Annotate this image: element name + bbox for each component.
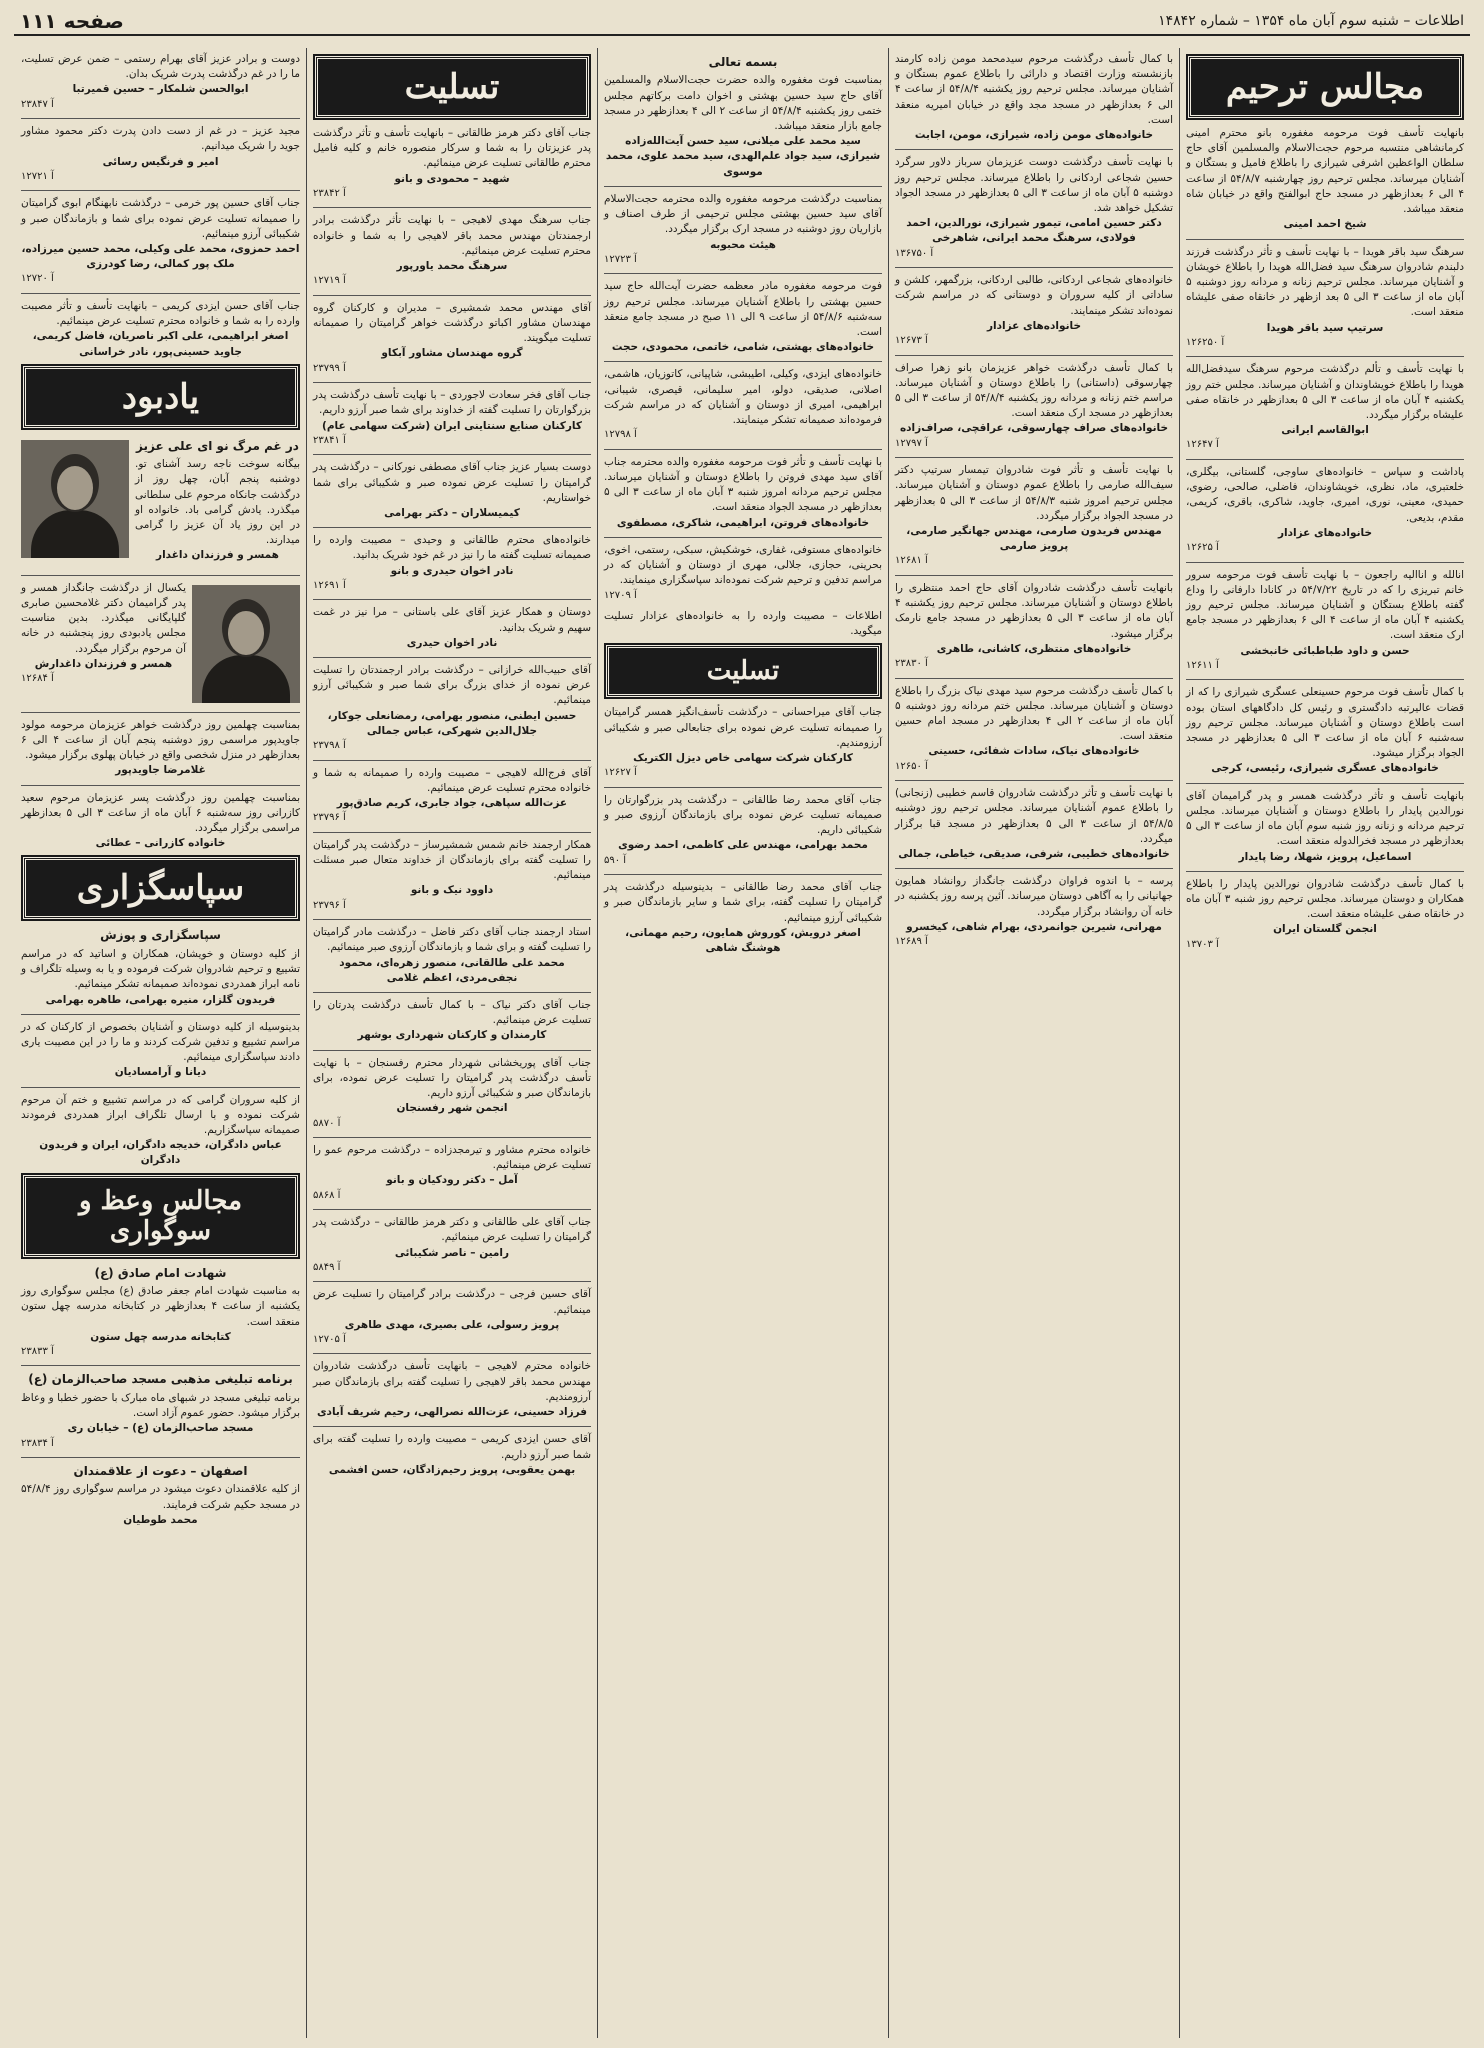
notice: دوست بسیار عزیز جناب آقای مصطفی نورکانی – درگذشت پدر گرامیتان را تسلیت عرض نموده صبر و شکیبائی برای شما خواستاریم. کیمیسلاران – دکتر بهرامی [313, 461, 591, 519]
issue-line: اطلاعات – شنبه سوم آبان ماه ۱۳۵۴ – شماره ۱۴۸۴۲ [1158, 13, 1464, 29]
notice: خانواده‌های شجاعی اردکانی، طالبی اردکانی، بزرگمهر، کلشن و ساداتی از کلیه سروران و دوستانی که در مراسم شرکت نموده‌اند تشکر مینمایند. خانواده‌های عزادار آ ۱۲۶۷۳ [895, 274, 1173, 346]
notice: بمناسبت چهلمین روز درگذشت پسر عزیزمان مرحوم سعید کازرانی روز سه‌شنبه ۶ آبان ماه از ساعت ۳ الی ۵ بعدازظهر مراسمی برگزار میگردد. خانواده کازرانی – عطائی [21, 791, 300, 850]
section-banner-majalis-tarhim: مجالس ترحیم [1188, 56, 1462, 118]
notice: بانهایت تأسف فوت مرحومه مغفوره بانو محترم امینی کرمانشاهی منتسبه مرحوم حجت‌الاسلام والمسلمین آقای حاج سلطان الواعظین اشرفی شیرازی را باطلاع فامیل و بستگان و آشنایان میرساند. مجلس ترحیم روز چهارشنبه ۵۴/۸/۷ از ساعت ۴ الی ۶ بعدازظهر در مسجد حاج ابوالفتح واقع در خیابان شاه منعقد میباشد. شیخ احمد امینی [1186, 127, 1464, 231]
notice: خانواده‌های ایزدی، وکیلی، اطیبشی، شاپیانی، کاتوزیان، هاشمی، اصلانی، صدیقی، دولو، امیر سلیمانی، قیصری، شیبانی، ابراهیمی، امیری از دوستان و آشنایان که در مراسم شرکت فرموده‌اند صمیمانه تشکر مینمایند. آ ۱۲۷۹۸ [604, 368, 882, 441]
notice: با نهایت تأسف و تأثر فوت مرحومه مغفوره والده محترمه جناب آقای سید مهدی فروتن را باطلاع دوستان و آشنایان میرساند. مجلس ترحیم مردانه امروز شنبه ۳ آبان ماه از ساعت ۳ الی ۵ بعدازظهر در مسجد الجواد منعقد است. خانواده‌های فروتن، ابراهیمی، شاکری، مصطفوی [604, 455, 883, 529]
notice: جناب آقای دکتر نیاک – با کمال تأسف درگذشت پدرتان را تسلیت عرض مینمائیم. کارمندان و کارکنان شهرداری بوشهر [313, 998, 591, 1042]
notice: با نهایت تأسف و تأثر فوت شادروان تیمسار سرتیپ دکتر سیف‌الله صارمی را باطلاع عموم دوستان و آشنایان میرساند. مجلس ترحیم امروز شنبه ۵۴/۸/۳ از ساعت ۳ الی ۵ بعدازظهر در مسجد الجواد برگزار میگردد. مهندس فریدون صارمی، مهندس جهانگیر صارمی، پرویز صارمی آ ۱۲۶۸۱ [895, 464, 1174, 567]
columns [14, 48, 1470, 2038]
notice: آقای حسن ایزدی کریمی – مصیبت وارده را تسلیت گفته برای شما صبر آرزو داریم. بهمن یعقوبی، پرویز رحیم‌زادگان، حسن افشمی [313, 1433, 591, 1476]
notice: آقای فرج‌الله لاهیجی – مصیبت وارده را صمیمانه به شما و خانواده محترم تسلیت عرض مینمائیم. عزت‌الله سپاهی، جواد جابری، کریم صادق‌پور آ ۲۳۷۹۶ [313, 766, 591, 824]
notice: سپاسگزاری و پوزش از کلیه دوستان و خویشان، همکاران و اساتید که در مراسم تشییع و ترحیم شادروان شرکت فرموده و یا به وسیله تلگراف و نامه ابراز همدردی نموده‌اند صمیمانه تشکر مینمائیم. فریدون گلزار، منیره بهرامی، طاهره بهرامی [21, 928, 300, 1006]
notice: جناب سرهنگ مهدی لاهیجی – با نهایت تأثر درگذشت برادر ارجمندتان مهندس محمد باقر لاهیجی را به شما و خانواده محترم تسلیت عرض مینمائیم. سرهنگ محمد یاورپور آ ۱۲۷۱۹ [313, 214, 591, 287]
portrait-photo [192, 585, 300, 703]
notice: خانواده محترم لاهیجی – بانهایت تأسف درگذشت شادروان مهندس محمد باقر لاهیجی را تسلیت گفته برای بازماندگان صبر آرزومندیم. فرزاد حسینی، عزت‌الله نصرالهی، رحیم شریف آبادی [313, 1360, 591, 1419]
notice: بسمه تعالی بمناسبت فوت مغفوره والده حضرت حجت‌الاسلام والمسلمین آقای حاج سید حسین بهشتی و اخوان دامت برکاتهم مجلس ختمی روز یکشنبه ۵۴/۸/۴ از ساعت ۲ الی ۴ بعدازظهر در مسجد جامع بازار منعقد میباشد. سید محمد علی میلانی، سید حسن آیت‌الله‌زاده شیرازی، سید جواد علم‌الهدی، سید محمد علوی، محمد موسوی [604, 55, 883, 178]
notice: شهادت امام صادق (ع) به مناسبت شهادت امام جعفر صادق (ع) مجلس سوگواری روز یکشنبه از ساعت ۴ بعدازظهر در کتابخانه مدرسه چهل ستون منعقد است. کتابخانه مدرسه چهل ستون آ ۲۳۸۳۳ [21, 1265, 300, 1357]
notice: فوت مرحومه مغفوره مادر معظمه حضرت آیت‌الله حاج سید حسین بهشتی را باطلاع آشنایان میرساند. مجلس ترحیم روز سه‌شنبه ۵۴/۸/۶ از ساعت ۹ الی ۱۱ صبح در مسجد جامع منعقد است. خانواده‌های بهشتی، شامی، خاتمی، محمودی، حجت [604, 280, 883, 354]
notice: آقای مهندس محمد شمشیری – مدیران و کارکنان گروه مهندسان مشاور اکباتو درگذشت خواهر گرامیتان را صمیمانه تسلیت میگویند. گروه مهندسان مشاور آبکاو آ ۲۳۷۹۹ [313, 301, 591, 374]
page-number: صفحه ۱۱۱ [20, 9, 124, 33]
notice: جناب آقای حسین پور خرمی – درگذشت نابهنگام ابوی گرامیتان را صمیمانه تسلیت عرض نموده برای شما و بازماندگان صبر و شکیبائی آرزو مینمائیم. احمد حمزوی، محمد علی وکیلی، محمد حسین میرزاده، ملک پور کمالی، رضا کودرزی آ ۱۲۷۲۰ [21, 197, 300, 285]
notice: جناب آقای علی طالقانی و دکتر هرمز طالقانی – درگذشت پدر گرامیتان را تسلیت عرض مینمائیم. رامین – ناصر شکیبائی آ ۵۸۴۹ [313, 1216, 591, 1273]
notice: از کلیه سروران گرامی که در مراسم تشییع و ختم آن مرحوم شرکت نموده و با ارسال تلگراف ابراز همدردی فرمودند صمیمانه سپاسگزاریم. عباس دادگران، خدیجه دادگران، ایران و فریدون دادگران [21, 1093, 300, 1167]
notice: با کمال تأسف درگذشت مرحوم سیدمحمد مومن زاده کارمند بازنشسته وزارت اقتصاد و دارائی را باطلاع عموم بستگان و آشنایان میرساند. مجلس ترحیم روز یکشنبه ۵۴/۸/۴ از ساعت ۴ الی ۶ بعدازظهر در مسجد مجد واقع در خیابان امیریه منعقد است. خانواده‌های مومن زاده، شیرازی، مومن، اجابت [895, 53, 1173, 142]
notice: بانهایت تأسف درگذشت شادروان آقای حاج احمد منتظری را باطلاع دوستان و آشنایان میرساند. مجلس ترحیم روز یکشنبه ۴ آبان ماه از ساعت ۳ الی ۵ بعدازظهر در مسجد جامع نارمک برگزار میشود. خانواده‌های منتظری، کاشانی، طاهری آ ۲۳۸۳۰ [895, 581, 1173, 669]
notice: دوستان و همکار عزیز آقای علی باستانی – مرا نیز در غمت سهیم و شریک بدانید. نادر اخوان حیدری [313, 606, 591, 649]
memorial-with-photo: در غم مرگ نو ای علی عزیز بیگانه سوخت ناجه رسد آشنای تو. دوشنبه پنجم آبان، چهل روز از درگذشت جانکاه مرحوم علی سلطانی میگذرد. یادش گرامی باد. خانواده او در این روز یاد آن عزیز را گرامی میدارند. همسر و فرزندان داغدار [21, 436, 300, 570]
notice: سرهنگ سید باقر هویدا – با نهایت تأسف و تأثر درگذشت فرزند دلبندم شادروان سرهنگ سید فضل‌الله هویدا را باطلاع خویشان و آشنایان میرساند. مجلس ترحیم زنانه و مردانه روز دوشنبه ۵ آبان ماه از ساعت ۳ الی ۵ بعد ازظهر در خانقاه صفی علیشاه منعقد است. سرتیپ سید باقر هویدا آ ۱۲۶۲۵۰ [1186, 245, 1464, 348]
masthead [14, 8, 1470, 36]
notice: جناب آقای پوریخشانی شهردار محترم رفسنجان – با نهایت تأسف درگذشت پدر گرامیتان را تسلیت عرض نموده، برای بازماندگان صبر و شکیبائی آرزو داریم. انجمن شهر رفسنجان آ ۵۸۷۰ [313, 1056, 591, 1129]
column-2 [888, 48, 1179, 2038]
notice: آقای حبیب‌الله خرازانی – درگذشت برادر ارجمندتان را تسلیت عرض نموده از خدای بزرگ برای شما صبر و شکیبائی آرزو مینمائیم. حسین ایطنی، منصور بهرامی، رمضانعلی جوکار، جلال‌الدین شهرکی، عباس جمالی آ ۲۳۷۹۸ [313, 663, 591, 752]
notice: خانواده‌های محترم طالقانی و وحیدی – مصیبت وارده را صمیمانه تسلیت گفته ما را نیز در غم خود شریک بدانید. نادر اخوان حیدری و بانو آ ۱۲۶۹۱ [313, 534, 591, 591]
notice: همکار ارجمند خانم شمس شمشیرساز – درگذشت پدر گرامیتان را تسلیت گفته برای بازماندگان از خداوند متعال صبر مسئلت مینمائیم. داوود نیک و بانو آ ۲۳۷۹۶ [313, 838, 591, 911]
notice: جناب آقای میراحسانی – درگذشت تأسف‌انگیز همسر گرامیتان را صمیمانه تسلیت عرض نموده برای جنابعالی صبر و شکیبائی آرزومندیم. کارکنان شرکت سهامی خاص دیزل الکتریک آ ۱۲۶۲۷ [604, 706, 882, 779]
section-banner-tasliat: تسلیت [606, 645, 880, 697]
notice: پاداشت و سپاس – خانواده‌های ساوجی، گلستانی، بیگلری، خلعتبری، ماد، نظری، خویشاوندان، فاضلی، صالحی، رضوی، حمیدی، معینی، نوری، امیری، جاوید، شاکری، باقری، کریمی، مقدم، بدیعی. خانواده‌های عزادار آ ۱۲۶۲۵ [1186, 465, 1464, 554]
memorial-with-photo: یکسال از درگذشت جانگداز همسر و پدر گرامیمان دکتر غلامحسین صابری گلپایگانی میگذرد. بدین مناسبت مجلس یادبودی روز پنجشنبه در خانه آن مرحوم برگزار میگردد. همسر و فرزندان داغدارش آ ۱۲۶۸۴ [21, 581, 300, 707]
notice: دوست و برادر عزیز آقای بهرام رستمی – ضمن عرض تسلیت، ما را در غم درگذشت پدرت شریک بدان. ابوالحسن شلمکار – حسین قمیرتبا آ ۲۳۸۴۷ [21, 53, 300, 110]
notice: با کمال تأسف درگذشت خواهر عزیزمان بانو زهرا صراف چهارسوقی (داستانی) را باطلاع دوستان و آشنایان میرساند. مراسم ختم زنانه و مردانه روز یکشنبه ۵۴/۸/۴ از ساعت ۳ الی ۵ بعدازظهر در مسجد ارک منعقد است. خانواده‌های صراف چهارسوقی، عراقچی، صراف‌زاده آ ۱۲۷۹۷ [895, 361, 1174, 449]
column-1 [1179, 48, 1470, 2038]
section-banner-yadbood: یادبود [23, 366, 298, 428]
column-4 [306, 48, 597, 2038]
notice: جناب آقای محمد رضا طالقانی – درگذشت پدر بزرگوارتان را صمیمانه تسلیت عرض نموده برای بازماندگان آرزوی صبر و شکیبائی داریم. محمد بهرامی، مهندس علی کاظمی، احمد رضوی آ ۵۹۰ [604, 793, 882, 866]
notice: با نهایت تأسف و تألم درگذشت مرحوم سرهنگ سیدفضل‌الله هویدا را باطلاع خویشاوندان و آشنایان میرساند. مجلس ختم روز یکشنبه ۴ آبان ماه از ساعت ۳ الی ۵ بعدازظهر در خانقاه صفی علیشاه برگزار میگردد. ابوالقاسم ایرانی آ ۱۲۶۴۷ [1186, 363, 1464, 451]
notice: با نهایت تأسف و تأثر درگذشت شادروان قاسم خطیبی (زنجانی) را باطلاع عموم آشنایان میرساند. مجلس ترحیم روز دوشنبه ۵۴/۸/۵ از ساعت ۳ الی ۵ بعدازظهر در مسجد قبا برگزار میگردد. خانواده‌های خطیبی، شرفی، صدیقی، خیاطی، جمالی [895, 787, 1173, 860]
notice: جناب آقای فخر سعادت لاجوردی – با نهایت تأسف درگذشت پدر بزرگوارتان را تسلیت گفته از خداوند برای شما صبر آرزو داریم. کارکنان صنایع سنتاینی ایران (شرکت سهامی عام) آ ۲۳۸۴۱ [313, 389, 591, 446]
notice: بدینوسیله از کلیه دوستان و آشنایان بخصوص از کارکنان که در مراسم تشییع و تدفین شرکت کردند و ما را در این مصیبت یاری دادند سپاسگزاری مینمائیم. دیانا و آرامسادیان [21, 1020, 300, 1079]
section-banner-majalis-vaaz: مجالس وعظ و سوگواری [23, 1175, 298, 1257]
notice: با کمال تأسف فوت مرحوم حسینعلی عسگری شیرازی را که از قضات عالیرتبه دادگستری و رئیس کل دادگاههای استان بوده است باطلاع دوستان و آشنایان میرساند. مجلس ترحیم روز سه‌شنبه ۶ آبان ماه از ساعت ۳ الی ۵ بعدازظهر در مسجد الجواد برگزار میشود. خانواده‌های عسگری شیرازی، رئیسی، کرجی [1186, 686, 1464, 775]
notice: بمناسبت چهلمین روز درگذشت خواهر عزیزمان مرحومه مولود جاویدپور مراسمی روز دوشنبه پنجم آبان از ساعت ۴ الی ۶ بعدازظهر در منزل شخصی واقع در خیابان پهلوی برگزار میشود. غلامرضا جاویدپور [21, 718, 300, 777]
notice: جناب آقای حسن ایزدی کریمی – بانهایت تأسف و تأثر مصیبت وارده را به شما و خانواده محترم تسلیت عرض مینمائیم. اصغر ابراهیمی، علی اکبر ناصریان، فاضل کریمی، جاوید حسینی‌پور، نادر خراسانی [21, 299, 300, 358]
portrait-photo [21, 440, 129, 558]
notice: بانهایت تأسف و تأثر درگذشت همسر و پدر گرامیمان آقای نورالدین پایدار را باطلاع دوستان و آشنایان میرساند. مجلس ترحیم مردانه و زنانه روز شنبه سوم آبان ماه از ساعت ۳ الی ۵ بعدازظهر در مسجد فخرالدوله منعقد است. اسماعیل، پرویز، شهلا، رضا پایدار [1186, 789, 1464, 863]
notice: با کمال تأسف درگذشت شادروان نورالدین پایدار را باطلاع همکاران و دوستان میرساند. مجلس ترحیم روز شنبه ۳ آبان ماه در خانقاه صفی علیشاه منعقد است. انجمن گلستان ایران آ ۱۳۷۰۳ [1186, 877, 1464, 950]
notice: آقای حسین فرجی – درگذشت برادر گرامیتان را تسلیت عرض مینمائیم. پرویز رسولی، علی بصیری، مهدی طاهری آ ۱۲۷۰۵ [313, 1288, 591, 1345]
notice: خانواده‌های مستوفی، غفاری، خوشکیش، سبکی، رستمی، اخوی، بحرینی، حجازی، جلالی، مهری از دوستان و آشنایان که در مراسم تدفین و ترحیم شرکت نموده‌اند سپاسگزاری مینمایند. آ ۱۲۷۰۹ [604, 543, 882, 601]
notice: اطلاعات – مصیبت وارده را به خانواده‌های عزادار تسلیت میگوید. [604, 610, 882, 638]
notice: با کمال تأسف درگذشت مرحوم سید مهدی نیاک بزرگ را باطلاع دوستان و آشنایان میرساند. مجلس ختم مردانه روز دوشنبه ۵ آبان ماه از ساعت ۲ الی ۴ بعدازظهر در مسجد امام حسین منعقد است. خانواده‌های نیاک، سادات شفائی، حسینی آ ۱۲۶۵۰ [895, 684, 1174, 772]
section-banner-sepasgozari: سپاسگزاری [23, 857, 298, 919]
notice: جناب آقای دکتر هرمز طالقانی – بانهایت تأسف و تأثر درگذشت پدر عزیزتان را به شما و سرکار منصوره خانم و کلیه فامیل محترم طالقانی تسلیت عرض مینمائیم. شهید – محمودی و بانو آ ۲۳۸۴۲ [313, 127, 591, 199]
notice: مجید عزیز – در غم از دست دادن پدرت دکتر محمود مشاور جوید را شریک میدانیم. امیر و فرنگیس رسائی آ ۱۲۷۲۱ [21, 125, 300, 182]
notice: پرسه – با اندوه فراوان درگذشت جانگداز روانشاد همایون جهانیانی را به آگاهی دوستان میرساند. آئین پرسه روز یکشنبه در خانه آن روانشاد برگزار میگردد. مهرانی، شیرین جوانمردی، بهرام شاهی، کیخسرو آ ۱۲۶۸۹ [895, 875, 1173, 948]
section-banner-tasliat: تسلیت [315, 56, 589, 118]
notice: با نهایت تأسف درگذشت دوست عزیزمان سرباز دلاور سرگرد حسین شجاعی اردکانی را باطلاع میرساند. مجلس ترحیم روز دوشنبه ۵ آبان ماه از ساعت ۳ الی ۵ بعدازظهر در مسجد الجواد تشکیل خواهد شد. دکتر حسین امامی، تیمور شیرازی، نورالدین، احمد فولادی، سرهنگ محمد ایرانی، شاهرخی آ ۱۳۶۷۵۰ [895, 156, 1173, 259]
notice: بمناسبت درگذشت مرحومه مغفوره والده محترمه حجت‌الاسلام آقای سید حسین بهشتی مجلس ترحیمی از طرف اصناف و بازاریان روز دوشنبه در مسجد ارک برگزار میگردد. هیئت محبوبه آ ۱۲۷۲۳ [604, 192, 882, 265]
notice: انالله و اناالیه راجعون – با نهایت تأسف فوت مرحومه سرور خانم تبریزی را که در تاریخ ۵۴/۷/۲۲ در کانادا دارفانی را وداع گفته باطلاع بستگان و آشنایان میرساند. مجلس ترحیم روز یکشنبه ۴ آبان ماه از ساعت ۴ الی ۶ بعدازظهر در مسجد جامع ارک منعقد است. حسن و داود طباطبائی خانبخشی آ ۱۲۶۱۱ [1186, 568, 1464, 671]
column-3 [597, 48, 888, 2038]
column-5 [15, 48, 306, 2038]
notice: جناب آقای محمد رضا طالقانی – بدینوسیله درگذشت پدر گرامیتان را تسلیت گفته، برای شما و سایر بازماندگان صبر و شکیبائی آرزو مینمائیم. اصغر درویش، کوروش همایون، رحیم مهمانی، هوشنگ شاهی [604, 881, 882, 955]
notice: استاد ارجمند جناب آقای دکتر فاضل – درگذشت مادر گرامیتان را تسلیت گفته و برای شما و بازماندگان آرزوی صبر مینمائیم. محمد علی طالقانی، منصور زهره‌ای، محمود نجفی‌مردی، اعظم غلامی [313, 926, 591, 984]
notice: اصفهان – دعوت از علاقمندان از کلیه علاقمندان دعوت میشود در مراسم سوگواری روز ۵۴/۸/۴ در مسجد حکیم شرکت فرمایند. محمد طوطیان [21, 1464, 300, 1526]
notice: برنامه تبلیغی مذهبی مسجد صاحب‌الزمان (ع) برنامه تبلیغی مسجد در شبهای ماه مبارک با حضور خطبا و وعاظ برگزار میشود. حضور عموم آزاد است. مسجد صاحب‌الزمان (ع) – خیابان ری آ ۲۳۸۳۴ [21, 1372, 300, 1449]
notice: خانواده محترم مشاور و تیرمجدزاده – درگذشت مرحوم عمو را تسلیت عرض مینمائیم. آمل – دکتر رودکیان و بانو آ ۵۸۶۸ [313, 1144, 591, 1201]
